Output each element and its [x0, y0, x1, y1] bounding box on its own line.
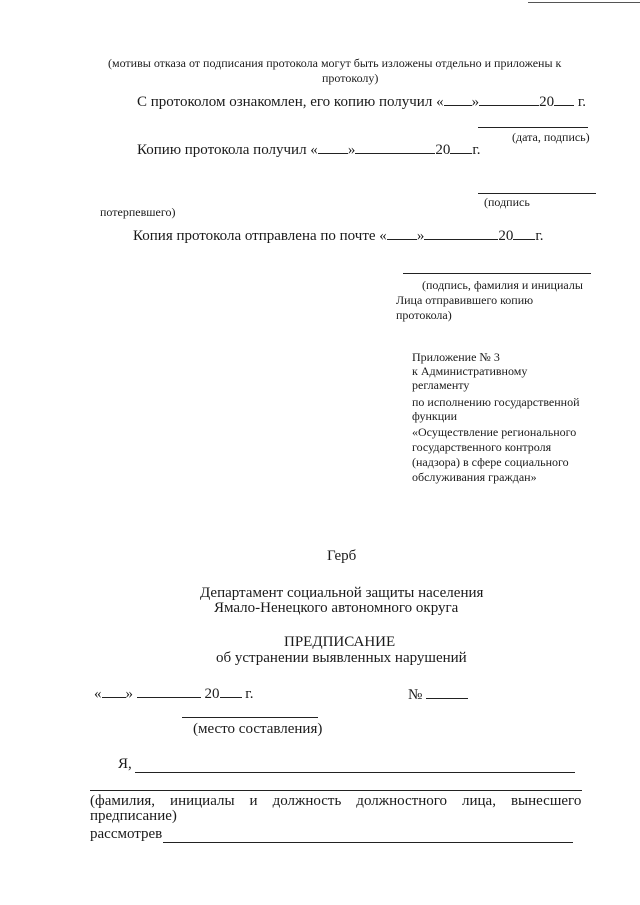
mailed-quote: »	[416, 228, 425, 244]
date-open-quote: «	[94, 686, 102, 702]
date-sign-caption: (дата, подпись)	[512, 130, 590, 144]
appendix-line: к Административному	[412, 364, 528, 378]
date-g: г.	[245, 686, 254, 702]
appendix-line: функции	[412, 409, 457, 423]
document-title: ПРЕДПИСАНИЕ	[284, 634, 396, 650]
place-line	[182, 717, 318, 718]
date-year: 20	[204, 686, 220, 702]
victim-caption-2: потерпевшего)	[100, 205, 176, 219]
acq-year-blank	[554, 93, 574, 106]
appendix-line: регламенту	[412, 378, 470, 392]
victim-caption-1: (подпись	[484, 195, 530, 209]
scan-artifact-line	[528, 2, 640, 3]
appendix-line: обслуживания граждан»	[412, 470, 537, 484]
acq-g: г.	[577, 94, 587, 110]
number-blank	[426, 686, 468, 699]
official-caption-1: (фамилия, инициалы и должность должностного лица, вынесшего	[90, 793, 582, 809]
considered-label: рассмотрев	[90, 826, 163, 842]
acquainted-text: С протоколом ознакомлен, его копию получил «	[137, 94, 444, 110]
acquainted-line	[137, 93, 586, 111]
mailed-line	[133, 227, 544, 245]
date-year-blank	[220, 685, 242, 698]
copy-month-blank	[355, 141, 435, 154]
mailed-year: 20	[498, 228, 514, 244]
appendix-line: (надзора) в сфере социального	[412, 455, 569, 469]
copy-received-text: Копию протокола получил «	[137, 142, 318, 158]
acq-year: 20	[539, 94, 555, 110]
acq-month-blank	[479, 93, 539, 106]
i-label: Я,	[118, 756, 132, 772]
sender-caption-2: Лица отправившего копию	[396, 293, 534, 307]
victim-sign-line	[478, 193, 596, 194]
department-line1: Департамент социальной защиты населения	[200, 585, 484, 601]
number-sign: №	[408, 687, 423, 703]
mailed-month-blank	[424, 227, 498, 240]
copy-year: 20	[435, 142, 451, 158]
appendix-line: Приложение № 3	[412, 350, 500, 364]
mailed-text: Копия протокола отправлена по почте «	[133, 228, 387, 244]
date-month-blank	[137, 685, 201, 698]
mailed-g: г.	[535, 228, 544, 244]
appendix-line: «Осуществление регионального	[412, 425, 577, 439]
document-subtitle: об устранении выявленных нарушений	[216, 650, 467, 666]
appendix-line: государственного контроля	[412, 440, 552, 454]
mailed-day-blank	[387, 227, 417, 240]
acq-day-blank	[444, 93, 472, 106]
copy-quote: »	[347, 142, 356, 158]
sender-sign-line	[403, 273, 591, 274]
department-line2: Ямало-Ненецкого автономного округа	[214, 600, 459, 616]
date-close-quote: »	[125, 686, 133, 702]
official-caption-2: предписание)	[90, 808, 177, 824]
official-line-2	[90, 790, 582, 791]
considered-line	[163, 842, 573, 843]
copy-year-blank	[450, 141, 472, 154]
copy-g: г.	[472, 142, 481, 158]
date-sign-line	[478, 127, 588, 128]
motive-note-line2: протоколу)	[322, 71, 379, 85]
official-line-1	[135, 772, 575, 773]
copy-day-blank	[318, 141, 348, 154]
mailed-year-blank	[513, 227, 535, 240]
date-field	[94, 685, 253, 703]
motive-note-line1: (мотивы отказа от подписания протокола могут быть изложены отдельно и приложены к	[108, 56, 562, 70]
place-caption: (место составления)	[193, 721, 323, 737]
copy-received-line	[137, 141, 481, 159]
emblem-label: Герб	[327, 548, 357, 564]
acq-quote: »	[471, 94, 480, 110]
number-field	[408, 686, 468, 704]
date-day-blank	[102, 685, 126, 698]
appendix-line: по исполнению государственной	[412, 395, 580, 409]
sender-caption-1: (подпись, фамилия и инициалы	[422, 278, 583, 292]
sender-caption-3: протокола)	[396, 308, 452, 322]
